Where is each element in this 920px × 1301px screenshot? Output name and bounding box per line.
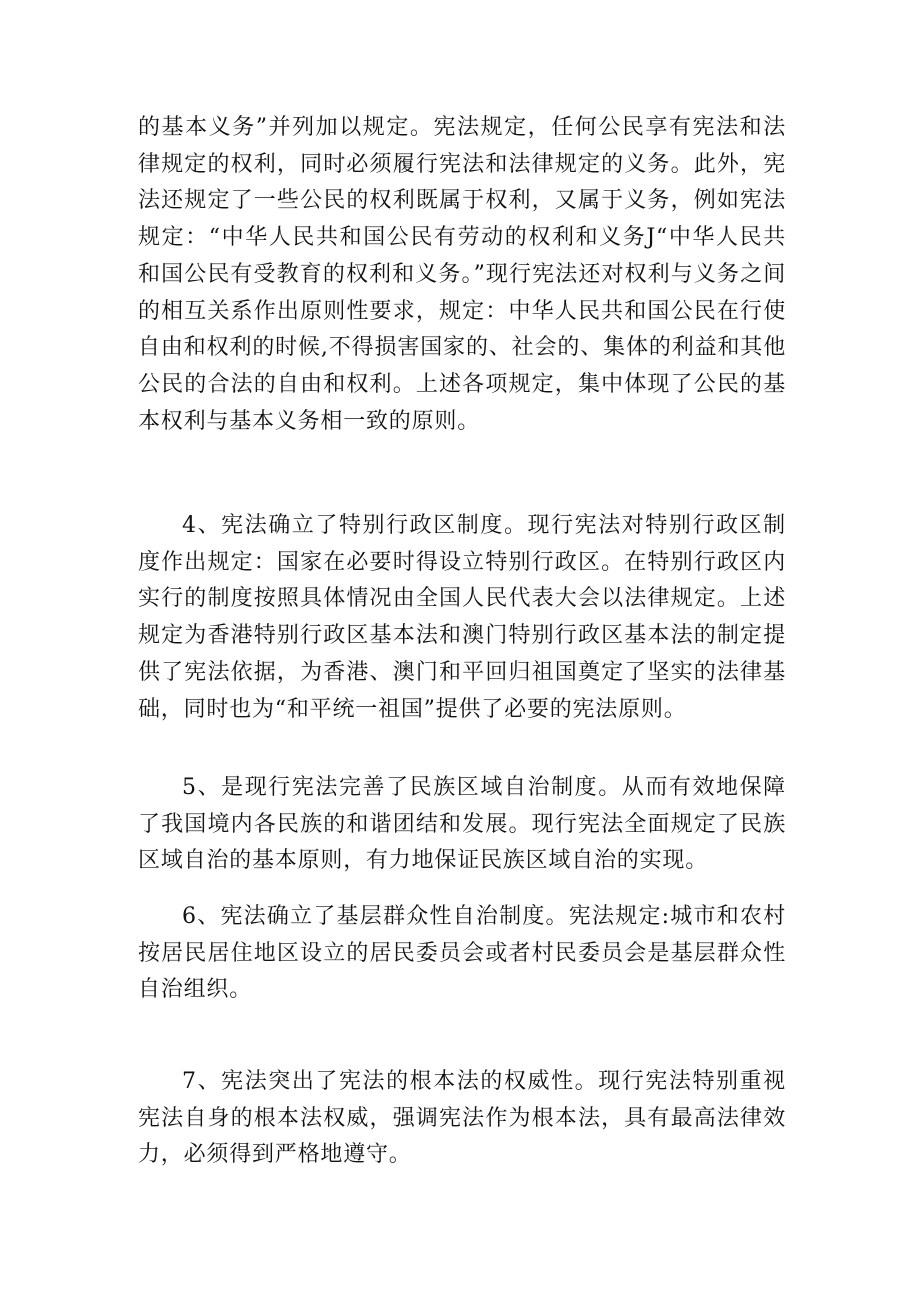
paragraph-4-special-administrative-region: 4、宪法确立了特别行政区制度。现行宪法对特别行政区制度作出规定：国家在必要时得设立特别行政区。在特别行政区内实行的制度按照具体情况由全国人民代表大会以法律规定。上述规定为香港特别行政区基本法和澳门特别行政区基本法的制定提供了宪法依据，为香港、澳门和平回归祖国奠定了坚实的法律基础，同时也为“和平统一祖国”提供了必要的宪法原则。 (138, 513, 786, 722)
paragraph-continuation: 的基本义务”并列加以规定。宪法规定，任何公民享有宪法和法律规定的权利，同时必须履行宪法和法律规定的义务。此外，宪法还规定了一些公民的权利既属于权利，又属于义务，例如宪法规定：“中华人民共和国公民有劳动的权利和义务J“中华人民共和国公民有受教育的权利和义务。”现行宪法还对权利与义务之间的相互关系作出原则性要求，规定：中华人民共和国公民在行使自由和权利的时候,不得损害国家的、社会的、集体的利益和其他公民的合法的自由和权利。上述各项规定，集中体现了公民的基本权利与基本义务相一致的原则。 (138, 115, 786, 434)
paragraph-5-regional-autonomy: 5、是现行宪法完善了民族区域自治制度。从而有效地保障了我国境内各民族的和谐团结和发展。现行宪法全面规定了民族区域自治的基本原则，有力地保证民族区域自治的实现。 (138, 775, 786, 874)
paragraph-6-grassroots-autonomy: 6、宪法确立了基层群众性自治制度。宪法规定:城市和农村按居民居住地区设立的居民委员会或者村民委员会是基层群众性自治组织。 (138, 904, 786, 1003)
paragraph-7-constitutional-authority: 7、宪法突出了宪法的根本法的权威性。现行宪法特别重视宪法自身的根本法权威，强调宪法作为根本法，具有最高法律效力，必须得到严格地遵守。 (138, 1069, 786, 1168)
